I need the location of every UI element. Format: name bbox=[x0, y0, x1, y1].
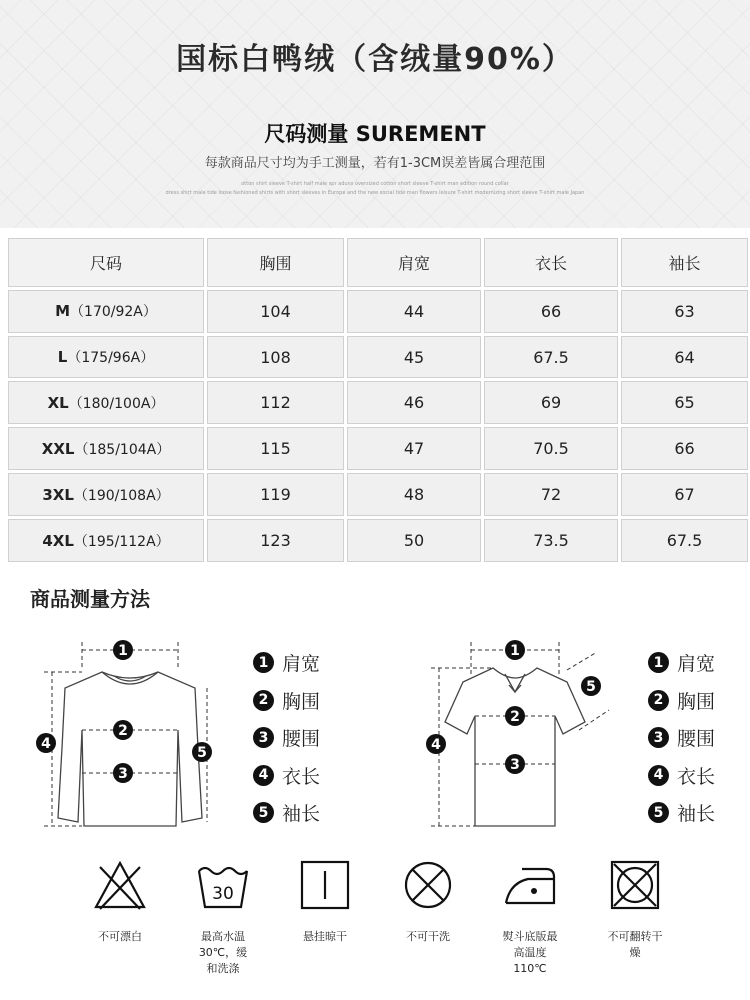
marker-3 bbox=[505, 754, 525, 774]
shoulder-cell: 46 bbox=[347, 381, 481, 424]
legend-left bbox=[253, 644, 320, 832]
size-cell: XL（180/100A） bbox=[8, 381, 204, 424]
shoulder-cell: 45 bbox=[347, 336, 481, 379]
column-header: 胸围 bbox=[207, 238, 344, 287]
number-icon: 3 bbox=[253, 727, 274, 748]
length-cell: 73.5 bbox=[484, 519, 618, 562]
iron-110-icon bbox=[502, 857, 558, 913]
table-row bbox=[8, 381, 748, 424]
svg-text:4: 4 bbox=[431, 737, 441, 753]
svg-text:5: 5 bbox=[197, 745, 207, 761]
table-row bbox=[8, 427, 748, 470]
table-row bbox=[8, 290, 748, 333]
legend-item: 5 袖长 bbox=[253, 794, 320, 832]
number-icon: 1 bbox=[648, 652, 669, 673]
legend-item: 4 衣长 bbox=[648, 757, 715, 795]
length-cell: 66 bbox=[484, 290, 618, 333]
legend-item: 2 胸围 bbox=[648, 682, 715, 720]
short-sleeve-diagram bbox=[415, 630, 615, 840]
column-header: 袖长 bbox=[621, 238, 748, 287]
marker-3 bbox=[113, 763, 133, 783]
legend-item: 3 腰围 bbox=[648, 719, 715, 757]
fine-print: dress shirt male tide loose fashioned shirts with short sleeves in Europe and the new social tide man flowers leisure T-shirt modernizing short sleeve T-shirt male Japan bbox=[165, 190, 585, 196]
shoulder-cell: 47 bbox=[347, 427, 481, 470]
marker-4 bbox=[36, 733, 56, 753]
wash-30-icon bbox=[195, 857, 251, 913]
shoulder-cell: 44 bbox=[347, 290, 481, 333]
size-cell: 4XL（195/112A） bbox=[8, 519, 204, 562]
table-header-row bbox=[8, 238, 748, 287]
legend-item: 4 衣长 bbox=[253, 757, 320, 795]
number-icon: 3 bbox=[648, 727, 669, 748]
care-label: 不可干洗 bbox=[406, 930, 450, 943]
care-item bbox=[388, 857, 468, 945]
table-row bbox=[8, 519, 748, 562]
marker-5 bbox=[192, 742, 212, 762]
chest-cell: 115 bbox=[207, 427, 344, 470]
shoulder-cell: 50 bbox=[347, 519, 481, 562]
svg-text:2: 2 bbox=[118, 723, 128, 739]
table-row bbox=[8, 336, 748, 379]
chest-cell: 119 bbox=[207, 473, 344, 516]
length-cell: 69 bbox=[484, 381, 618, 424]
length-cell: 70.5 bbox=[484, 427, 618, 470]
marker-1 bbox=[113, 640, 133, 660]
number-icon: 1 bbox=[253, 652, 274, 673]
fine-print: otton shirt sleeve T-shirt half male spr aduns oversized cotton short sleeve T-shirt man edition round collar bbox=[241, 181, 509, 187]
legend-item: 2 胸围 bbox=[253, 682, 320, 720]
legend-item: 1 肩宽 bbox=[648, 644, 715, 682]
svg-text:2: 2 bbox=[510, 709, 520, 725]
marker-2 bbox=[505, 706, 525, 726]
chest-cell: 108 bbox=[207, 336, 344, 379]
length-cell: 72 bbox=[484, 473, 618, 516]
care-item bbox=[80, 857, 160, 945]
header-banner bbox=[0, 0, 750, 228]
chest-cell: 112 bbox=[207, 381, 344, 424]
number-icon: 5 bbox=[253, 802, 274, 823]
method-title: 商品测量方法 bbox=[30, 587, 150, 611]
svg-text:3: 3 bbox=[118, 766, 128, 782]
size-table bbox=[5, 235, 745, 565]
sleeve-cell: 67 bbox=[621, 473, 748, 516]
page-title: 国标白鸭绒（含绒量90%） bbox=[176, 42, 574, 77]
care-item bbox=[183, 857, 263, 977]
no-dry-clean-icon bbox=[400, 857, 456, 913]
marker-5 bbox=[581, 676, 601, 696]
size-cell: L（175/96A） bbox=[8, 336, 204, 379]
care-label: 熨斗底版最 高温度 110℃ bbox=[502, 930, 558, 975]
care-label: 最高水温 30℃，缓 和洗涤 bbox=[198, 930, 248, 975]
svg-text:3: 3 bbox=[510, 757, 520, 773]
measurement-note: 每款商品尺寸均为手工测量，若有1-3CM误差皆属合理范围 bbox=[204, 156, 546, 171]
care-item bbox=[490, 857, 570, 977]
column-header: 衣长 bbox=[484, 238, 618, 287]
care-label: 不可翻转干 燥 bbox=[607, 930, 663, 959]
sleeve-cell: 63 bbox=[621, 290, 748, 333]
chest-cell: 104 bbox=[207, 290, 344, 333]
marker-4 bbox=[426, 734, 446, 754]
sleeve-cell: 66 bbox=[621, 427, 748, 470]
size-cell: XXL（185/104A） bbox=[8, 427, 204, 470]
legend-right bbox=[648, 644, 715, 832]
measurement-heading: 尺码测量 SUREMENT bbox=[264, 122, 486, 146]
hang-dry-icon bbox=[297, 857, 353, 913]
no-tumble-dry-icon bbox=[607, 857, 663, 913]
svg-text:1: 1 bbox=[118, 643, 128, 659]
size-cell: M（170/92A） bbox=[8, 290, 204, 333]
marker-1 bbox=[505, 640, 525, 660]
care-label: 悬挂晾干 bbox=[303, 930, 347, 943]
number-icon: 2 bbox=[648, 690, 669, 711]
legend-item: 1 肩宽 bbox=[253, 644, 320, 682]
number-icon: 5 bbox=[648, 802, 669, 823]
svg-text:5: 5 bbox=[586, 679, 596, 695]
number-icon: 2 bbox=[253, 690, 274, 711]
number-icon: 4 bbox=[648, 765, 669, 786]
care-label: 不可漂白 bbox=[98, 930, 142, 943]
number-icon: 4 bbox=[253, 765, 274, 786]
svg-text:4: 4 bbox=[41, 736, 51, 752]
shoulder-cell: 48 bbox=[347, 473, 481, 516]
sleeve-cell: 65 bbox=[621, 381, 748, 424]
legend-item: 5 袖长 bbox=[648, 794, 715, 832]
care-item bbox=[285, 857, 365, 945]
marker-2 bbox=[113, 720, 133, 740]
column-header: 尺码 bbox=[8, 238, 204, 287]
svg-text:30: 30 bbox=[212, 884, 234, 904]
table-row bbox=[8, 473, 748, 516]
care-item bbox=[595, 857, 675, 961]
long-sleeve-diagram bbox=[30, 630, 230, 840]
sleeve-cell: 67.5 bbox=[621, 519, 748, 562]
chest-cell: 123 bbox=[207, 519, 344, 562]
svg-text:1: 1 bbox=[510, 643, 520, 659]
no-bleach-icon bbox=[92, 857, 148, 913]
legend-item: 3 腰围 bbox=[253, 719, 320, 757]
length-cell: 67.5 bbox=[484, 336, 618, 379]
column-header: 肩宽 bbox=[347, 238, 481, 287]
size-cell: 3XL（190/108A） bbox=[8, 473, 204, 516]
sleeve-cell: 64 bbox=[621, 336, 748, 379]
